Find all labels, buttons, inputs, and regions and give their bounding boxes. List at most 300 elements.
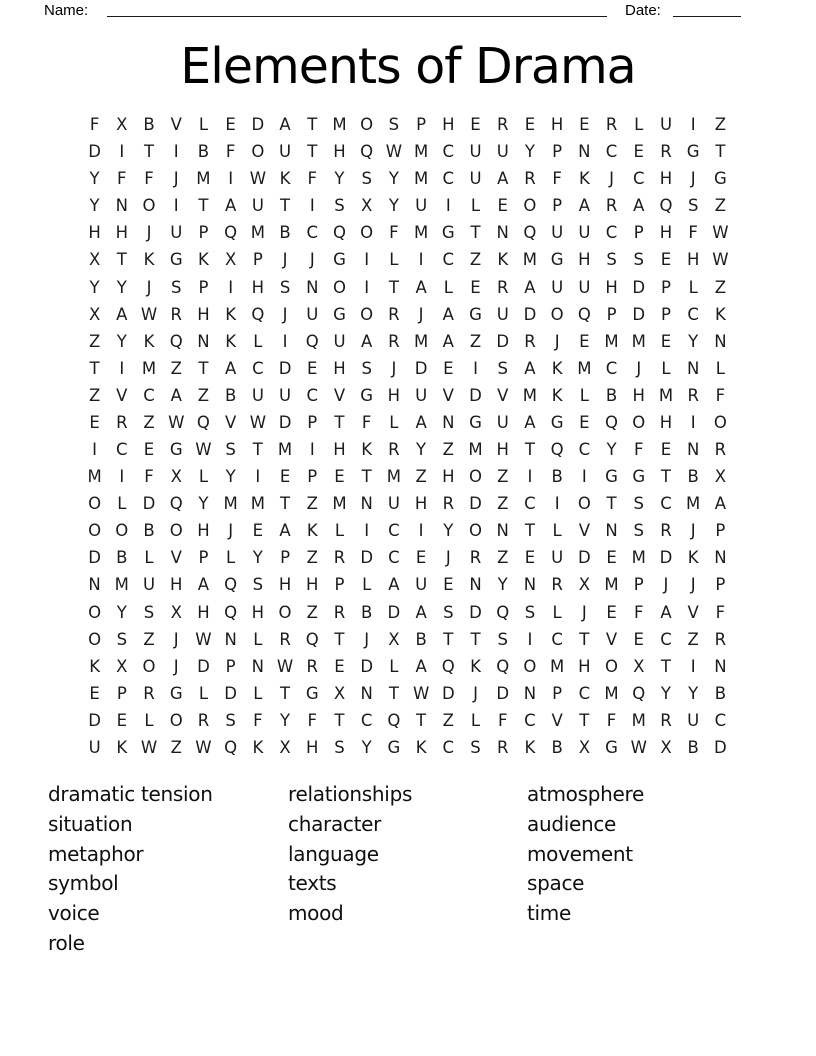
grid-letter: S [252, 575, 264, 595]
grid-letter: A [279, 521, 291, 541]
grid-letter: A [415, 602, 427, 622]
grid-letter: S [470, 737, 481, 757]
grid-letter: V [333, 385, 346, 405]
grid-letter: Q [224, 602, 238, 622]
grid-letter: C [578, 440, 591, 460]
grid-letter: I [527, 629, 533, 649]
grid-letter: D [88, 710, 101, 730]
grid-letter: U [496, 142, 509, 162]
grid-letter: M [114, 575, 129, 595]
word-list-column-1 [48, 780, 213, 959]
grid-letter: Z [306, 602, 318, 622]
word-list-item: dramatic tension [48, 782, 213, 806]
grid-letter: Y [606, 440, 617, 460]
grid-letter: A [388, 575, 400, 595]
grid-letter: N [496, 521, 509, 541]
grid-letter: Y [388, 196, 399, 216]
grid-letter: E [633, 142, 644, 162]
grid-letter: I [418, 521, 424, 541]
grid-letter: T [334, 412, 345, 432]
grid-letter: J [173, 169, 179, 189]
grid-letter: R [279, 629, 291, 649]
grid-letter: D [659, 548, 673, 568]
grid-letter: R [551, 575, 563, 595]
grid-letter: U [578, 277, 591, 297]
grid-letter: N [360, 683, 373, 703]
grid-letter: D [414, 358, 428, 378]
grid-letter: R [660, 710, 672, 730]
grid-letter: H [414, 494, 428, 514]
grid-letter: M [631, 710, 646, 730]
grid-letter: H [306, 737, 319, 757]
grid-letter: U [551, 548, 564, 568]
grid-letter: C [442, 737, 455, 757]
grid-letter: V [551, 710, 563, 730]
grid-letter: O [88, 494, 102, 514]
grid-letter: H [306, 575, 319, 595]
grid-letter: Y [334, 169, 345, 189]
grid-letter: D [632, 304, 646, 324]
grid-letter: E [252, 521, 264, 541]
grid-letter: D [496, 331, 510, 351]
grid-letter: S [687, 196, 699, 216]
grid-letter: M [332, 494, 347, 514]
grid-letter: T [388, 683, 399, 703]
grid-letter: Q [196, 412, 210, 432]
grid-letter: U [279, 385, 292, 405]
grid-letter: U [469, 169, 482, 189]
grid-letter: P [661, 304, 671, 324]
grid-letter: G [169, 440, 183, 460]
grid-letter: T [198, 358, 209, 378]
grid-letter: W [168, 412, 185, 432]
grid-letter: K [551, 385, 563, 405]
grid-letter: B [714, 683, 727, 703]
grid-letter: W [195, 440, 212, 460]
grid-letter: L [470, 710, 481, 730]
grid-letter: I [119, 467, 125, 487]
grid-letter: F [144, 169, 154, 189]
grid-letter: S [524, 602, 536, 622]
grid-letter: I [173, 196, 179, 216]
grid-letter: L [334, 521, 345, 541]
grid-letter: L [226, 548, 236, 568]
grid-letter: Y [89, 277, 100, 297]
grid-letter: F [117, 169, 127, 189]
grid-letter: L [253, 683, 263, 703]
grid-letter: X [578, 737, 590, 757]
grid-letter: H [197, 521, 210, 541]
grid-letter: C [388, 521, 400, 541]
grid-letter: E [443, 575, 454, 595]
word-list-column-3 [527, 780, 644, 929]
grid-letter: U [279, 142, 292, 162]
grid-letter: E [579, 331, 590, 351]
grid-letter: O [115, 521, 129, 541]
grid-letter: G [550, 250, 564, 270]
grid-letter: N [197, 331, 210, 351]
grid-letter: D [224, 683, 237, 703]
grid-letter: Z [714, 277, 727, 297]
grid-letter: E [116, 710, 128, 730]
grid-letter: M [413, 142, 429, 162]
grid-letter: U [659, 115, 673, 135]
grid-letter: T [361, 467, 372, 487]
grid-letter: K [361, 440, 373, 460]
grid-letter: S [633, 250, 644, 270]
grid-letter: A [224, 196, 237, 216]
grid-letter: Q [577, 304, 591, 324]
grid-letter: W [412, 683, 430, 703]
grid-letter: N [496, 223, 509, 243]
grid-letter: N [115, 196, 128, 216]
grid-letter: H [578, 656, 591, 676]
grid-letter: C [306, 223, 319, 243]
grid-letter: E [307, 358, 318, 378]
grid-letter: S [361, 358, 372, 378]
grid-letter: V [687, 602, 699, 622]
grid-letter: G [333, 304, 346, 324]
grid-letter: Y [252, 548, 263, 568]
grid-letter: K [306, 521, 318, 541]
grid-letter: S [170, 277, 182, 297]
grid-letter: Q [224, 575, 238, 595]
grid-letter: E [660, 331, 672, 351]
grid-letter: O [360, 115, 374, 135]
grid-letter: S [633, 521, 644, 541]
date-label: Date: [625, 2, 661, 19]
grid-letter: M [277, 440, 293, 460]
grid-letter: H [496, 440, 509, 460]
grid-letter: N [224, 629, 237, 649]
grid-letter: W [140, 304, 158, 324]
grid-letter: K [279, 169, 291, 189]
grid-letter: M [686, 494, 701, 514]
grid-letter: Q [387, 710, 401, 730]
grid-letter: G [632, 467, 646, 487]
grid-letter: Y [116, 277, 127, 297]
grid-letter: G [469, 304, 482, 324]
grid-letter: U [551, 223, 564, 243]
grid-letter: Q [496, 602, 510, 622]
grid-letter: C [360, 710, 373, 730]
grid-letter: Z [469, 250, 482, 270]
grid-letter: U [333, 331, 346, 351]
grid-letter: O [713, 412, 727, 432]
grid-letter: L [443, 277, 453, 297]
grid-letter: U [469, 142, 482, 162]
grid-letter: H [115, 223, 129, 243]
word-list-item: language [288, 841, 379, 866]
grid-letter: M [413, 169, 429, 189]
grid-letter: Z [306, 494, 318, 514]
grid-letter: J [554, 331, 560, 351]
grid-letter: A [524, 412, 536, 432]
grid-letter: Y [89, 169, 100, 189]
grid-letter: B [361, 602, 373, 622]
grid-letter: Z [88, 385, 101, 405]
grid-letter: T [143, 142, 155, 162]
grid-letter: U [415, 196, 428, 216]
grid-letter: C [714, 710, 727, 730]
grid-letter: K [524, 737, 536, 757]
word-list-item: space [527, 871, 585, 896]
grid-letter: A [714, 494, 727, 514]
grid-letter: H [251, 277, 265, 297]
grid-letter: D [278, 412, 292, 432]
grid-letter: O [605, 656, 619, 676]
grid-letter: M [631, 331, 646, 351]
grid-letter: C [605, 223, 618, 243]
grid-letter: L [470, 196, 481, 216]
grid-letter: W [630, 737, 647, 757]
grid-letter: P [307, 412, 318, 432]
grid-letter: P [715, 521, 726, 541]
grid-letter: H [197, 304, 210, 324]
grid-letter: P [252, 250, 263, 270]
grid-letter: A [415, 412, 427, 432]
grid-letter: I [119, 142, 125, 162]
grid-letter: H [550, 115, 564, 135]
grid-letter: H [333, 440, 346, 460]
grid-letter: Y [388, 169, 399, 189]
grid-letter: N [714, 331, 727, 351]
grid-letter: Q [224, 737, 238, 757]
grid-letter: J [228, 521, 234, 541]
grid-letter: R [197, 710, 210, 730]
grid-letter: A [170, 385, 182, 405]
grid-letter: H [197, 602, 210, 622]
grid-letter: Y [225, 467, 236, 487]
grid-letter: B [143, 115, 155, 135]
grid-letter: I [119, 358, 125, 378]
grid-letter: T [470, 629, 481, 649]
grid-letter: Z [170, 737, 182, 757]
grid-letter: Z [469, 331, 482, 351]
grid-letter: M [522, 250, 538, 270]
grid-letter: F [688, 223, 698, 243]
grid-letter: W [140, 737, 158, 757]
grid-letter: R [714, 629, 727, 649]
grid-letter: C [605, 358, 618, 378]
grid-letter: T [280, 683, 291, 703]
grid-letter: W [195, 737, 212, 757]
grid-letter: Q [360, 142, 374, 162]
grid-letter: P [661, 277, 671, 297]
grid-letter: I [364, 521, 370, 541]
grid-letter: N [251, 656, 265, 676]
grid-letter: F [634, 440, 644, 460]
grid-letter: X [333, 683, 346, 703]
grid-letter: Z [143, 629, 155, 649]
grid-letter: X [88, 304, 101, 324]
grid-letter: B [687, 737, 699, 757]
grid-letter: M [332, 115, 347, 135]
grid-letter: N [605, 521, 618, 541]
grid-letter: O [632, 412, 646, 432]
grid-letter: P [198, 548, 209, 568]
grid-letter: I [282, 331, 288, 351]
grid-letter: U [687, 710, 700, 730]
grid-letter: O [88, 629, 102, 649]
grid-letter: Y [89, 196, 100, 216]
grid-letter: C [524, 710, 536, 730]
grid-letter: X [361, 196, 373, 216]
grid-letter: C [660, 494, 672, 514]
grid-letter: O [142, 656, 156, 676]
word-list-item: metaphor [48, 841, 144, 866]
grid-letter: U [415, 385, 428, 405]
grid-letter: L [389, 412, 399, 432]
grid-letter: X [116, 115, 128, 135]
grid-letter: H [442, 115, 455, 135]
grid-letter: J [418, 304, 424, 324]
grid-letter: T [89, 358, 100, 378]
grid-letter: Z [143, 412, 155, 432]
grid-letter: J [364, 629, 370, 649]
grid-letter: L [389, 656, 399, 676]
grid-letter: T [579, 629, 590, 649]
grid-letter: S [633, 494, 644, 514]
grid-letter: A [524, 277, 536, 297]
grid-letter: X [279, 737, 291, 757]
grid-letter: N [306, 277, 319, 297]
grid-letter: O [523, 196, 537, 216]
grid-letter: P [633, 223, 644, 243]
grid-letter: N [687, 358, 700, 378]
grid-letter: T [524, 521, 535, 541]
grid-letter: X [388, 629, 400, 649]
grid-letter: K [714, 304, 726, 324]
grid-letter: G [305, 683, 319, 703]
grid-letter: K [687, 548, 699, 568]
grid-letter: O [142, 196, 156, 216]
grid-letter: T [388, 277, 399, 297]
grid-letter: R [143, 683, 155, 703]
grid-letter: T [579, 710, 590, 730]
grid-letter: N [360, 494, 373, 514]
grid-letter: Z [497, 467, 509, 487]
grid-letter: Y [116, 331, 127, 351]
grid-letter: D [387, 602, 401, 622]
grid-letter: Z [497, 548, 509, 568]
grid-letter: T [334, 629, 345, 649]
grid-letter: H [686, 250, 700, 270]
grid-letter: Y [198, 494, 209, 514]
grid-letter: C [252, 358, 264, 378]
grid-letter: T [443, 629, 454, 649]
grid-letter: C [306, 385, 319, 405]
grid-letter: W [712, 223, 729, 243]
grid-letter: H [659, 223, 673, 243]
grid-letter: X [714, 467, 727, 487]
grid-letter: H [333, 142, 346, 162]
grid-letter: Q [496, 656, 510, 676]
grid-letter: A [224, 358, 237, 378]
grid-letter: Y [416, 440, 427, 460]
grid-letter: R [496, 737, 509, 757]
grid-letter: J [690, 169, 696, 189]
grid-letter: E [579, 115, 590, 135]
grid-letter: L [389, 250, 399, 270]
grid-letter: J [173, 629, 179, 649]
grid-letter: O [332, 277, 346, 297]
grid-letter: U [415, 575, 428, 595]
grid-letter: M [87, 467, 102, 487]
grid-letter: P [198, 223, 209, 243]
grid-letter: F [552, 169, 562, 189]
grid-letter: S [388, 115, 400, 135]
grid-letter: E [470, 277, 481, 297]
grid-letter: D [251, 115, 265, 135]
grid-letter: L [198, 683, 209, 703]
grid-letter: P [552, 683, 563, 703]
grid-letter: B [605, 385, 618, 405]
grid-letter: V [170, 548, 182, 568]
grid-letter: D [360, 548, 374, 568]
grid-letter: S [361, 169, 372, 189]
grid-letter: X [88, 250, 101, 270]
date-blank-line [673, 1, 741, 17]
grid-letter: A [361, 331, 373, 351]
grid-letter: Q [332, 223, 346, 243]
grid-letter: D [714, 737, 727, 757]
grid-letter: M [522, 385, 538, 405]
grid-letter: B [143, 521, 155, 541]
grid-letter: R [388, 440, 400, 460]
word-list-item: texts [288, 871, 337, 896]
grid-letter: N [88, 575, 101, 595]
grid-letter: E [606, 602, 617, 622]
grid-letter: R [306, 656, 318, 676]
grid-letter: N [442, 412, 455, 432]
grid-letter: C [687, 304, 699, 324]
grid-letter: I [445, 196, 451, 216]
grid-letter: U [551, 277, 564, 297]
grid-letter: S [606, 250, 617, 270]
grid-letter: T [252, 440, 263, 460]
grid-letter: A [415, 277, 427, 297]
grid-letter: A [415, 656, 427, 676]
grid-letter: R [388, 304, 400, 324]
grid-letter: C [660, 629, 672, 649]
grid-letter: U [496, 412, 509, 432]
grid-letter: D [632, 277, 646, 297]
word-list-item: atmosphere [527, 782, 645, 806]
grid-letter: J [391, 358, 397, 378]
grid-letter: E [415, 548, 427, 568]
grid-letter: N [523, 683, 537, 703]
grid-letter: A [116, 304, 128, 324]
grid-letter: M [250, 494, 265, 514]
grid-letter: G [387, 737, 401, 757]
letter-grid [81, 111, 734, 761]
grid-letter: M [413, 331, 429, 351]
grid-letter: R [496, 115, 509, 135]
grid-letter: Q [305, 629, 319, 649]
word-list-item: time [527, 901, 571, 926]
grid-letter: L [661, 358, 671, 378]
grid-letter: L [253, 629, 263, 649]
grid-letter: M [550, 656, 565, 676]
grid-letter: E [89, 683, 100, 703]
grid-letter: A [442, 331, 454, 351]
grid-letter: T [715, 142, 726, 162]
grid-letter: J [173, 656, 179, 676]
grid-letter: U [306, 304, 319, 324]
grid-letter: S [497, 358, 508, 378]
grid-letter: U [170, 223, 183, 243]
